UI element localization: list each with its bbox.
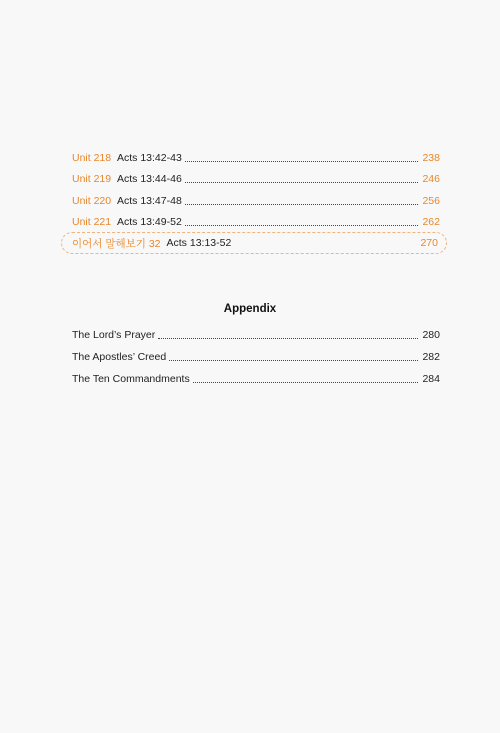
dot-leader: [185, 182, 419, 183]
appendix-list: [72, 320, 440, 386]
page-number: 238: [422, 151, 440, 164]
toc-entry-unit-218[interactable]: [72, 143, 440, 165]
page-number: 282: [422, 351, 440, 363]
dot-leader: [169, 360, 418, 361]
review-label: 이어서 말해보기 32: [72, 237, 161, 250]
appendix-entry-title: The Apostles’ Creed: [72, 351, 167, 363]
dot-leader: [185, 204, 419, 205]
dot-leader: [185, 225, 419, 226]
unit-number: Unit 221: [72, 216, 112, 228]
page-number: 246: [422, 173, 440, 185]
scripture-reference: Acts 13:44-46: [117, 173, 182, 185]
page-number: 284: [422, 373, 440, 385]
dot-leader: [193, 382, 419, 383]
page-number: 270: [420, 237, 438, 249]
appendix-entry-title: The Ten Commandments: [72, 373, 190, 385]
page-number: 280: [422, 329, 440, 341]
toc-entry-unit-220[interactable]: [72, 186, 440, 208]
appendix-heading: Appendix: [223, 303, 277, 315]
toc-entry-review[interactable]: [61, 232, 447, 254]
scripture-reference: Acts 13:13-52: [166, 237, 232, 249]
toc-entry-unit-221[interactable]: [72, 208, 440, 230]
unit-number: Unit 218: [72, 151, 112, 164]
unit-number: Unit 219: [72, 173, 112, 185]
toc-unit-list: [72, 143, 440, 229]
appendix-entry-ten-commandments[interactable]: [72, 364, 440, 386]
toc-entry-unit-219[interactable]: [72, 165, 440, 187]
scripture-reference: Acts 13:49-52: [117, 216, 182, 228]
appendix-entry-apostles-creed[interactable]: [72, 342, 440, 364]
appendix-entry-title: The Lord’s Prayer: [72, 329, 156, 341]
appendix-entry-lords-prayer[interactable]: [72, 320, 440, 342]
page-number: 262: [422, 216, 440, 228]
dot-leader: [185, 161, 419, 162]
scripture-reference: Acts 13:42-43: [117, 151, 182, 164]
page-number: 256: [422, 194, 440, 207]
scripture-reference: Acts 13:47-48: [117, 194, 182, 207]
unit-number: Unit 220: [72, 194, 112, 207]
dot-leader: [158, 338, 418, 339]
